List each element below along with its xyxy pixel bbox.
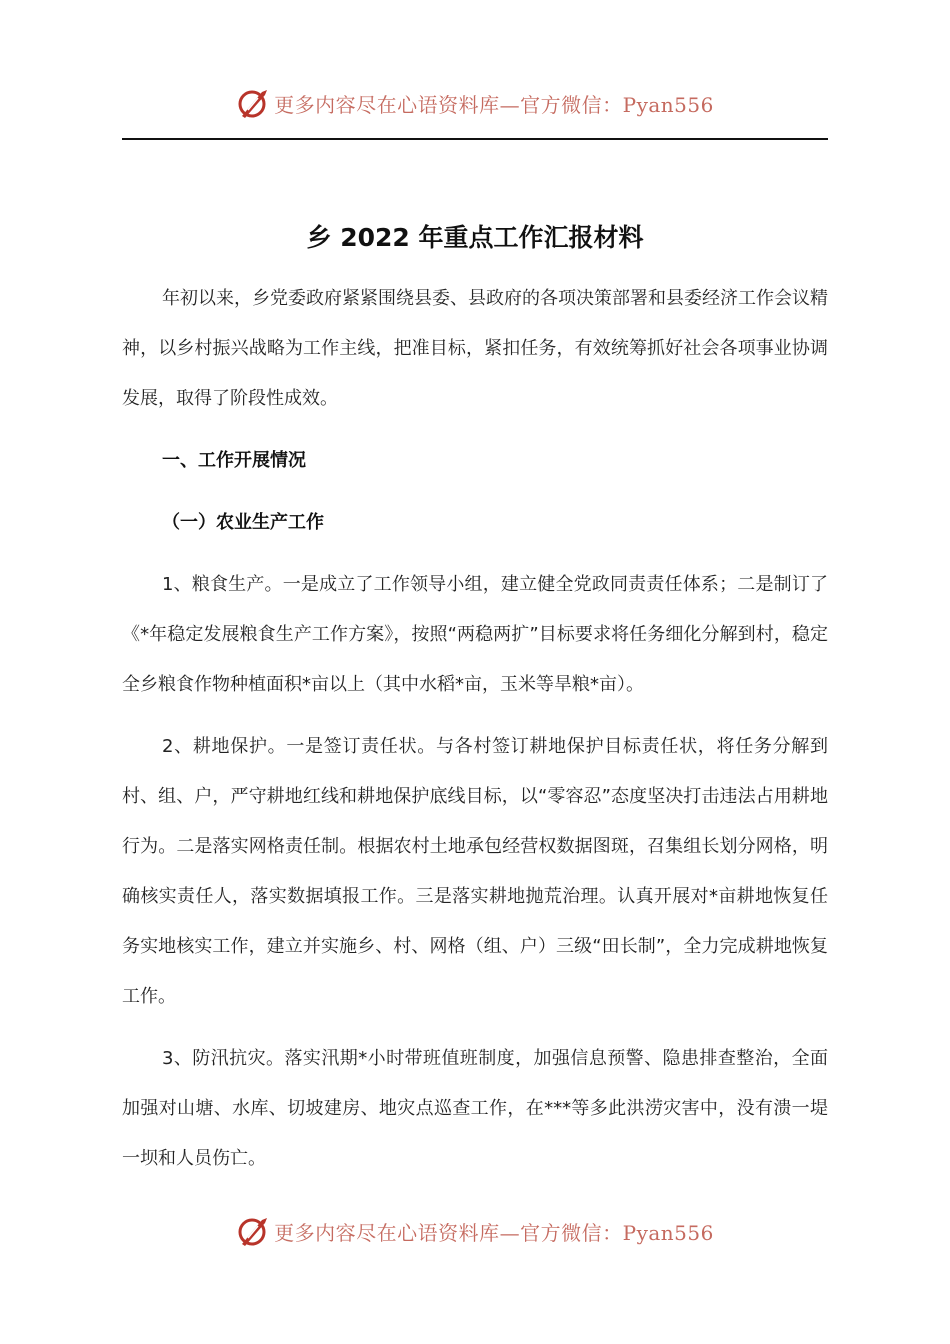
header-banner [0, 83, 950, 123]
pen-logo-icon [236, 1214, 270, 1248]
intro-paragraph: 年初以来，乡党委政府紧紧围绕县委、县政府的各项决策部署和县委经济工作会议精神，以乡村振兴战略为工作主线，把准目标，紧扣任务，有效统筹抓好社会各项事业协调发展，取得了阶段性成效。 [122, 288, 828, 409]
document-body [122, 274, 828, 1196]
subsection-heading: （一）农业生产工作 [162, 512, 324, 533]
header-banner-text: 更多内容尽在心语资料库—官方微信：Pyan556 [274, 92, 714, 117]
item-flood-control: 3、防汛抗灾。落实汛期*小时带班值班制度，加强信息预警、隐患排查整治，全面加强对山塘、水库、切坡建房、地灾点巡查工作，在***等多此洪涝灾害中，没有溃一堤一坝和人员伤亡。 [122, 1048, 828, 1169]
section-heading: 一、工作开展情况 [162, 450, 306, 471]
item-farmland-protection: 2、耕地保护。一是签订责任状。与各村签订耕地保护目标责任状，将任务分解到村、组、户，严守耕地红线和耕地保护底线目标，以“零容忍”态度坚决打击违法占用耕地行为。二是落实网格责任制。根据农村土地承包经营权数据图斑，召集组长划分网格，明确核实责任人，落实数据填报工作。三是落实耕地抛荒治理。认真开展对*亩耕地恢复任务实地核实工作，建立并实施乡、村、网格（组、户）三级“田长制”，全力完成耕地恢复工作。 [122, 736, 828, 1007]
item-grain-production: 1、粮食生产。一是成立了工作领导小组，建立健全党政同责责任体系；二是制订了《*年稳定发展粮食生产工作方案》，按照“两稳两扩”目标要求将任务细化分解到村，稳定全乡粮食作物种植面积*亩以上（其中水稻*亩，玉米等旱粮*亩）。 [122, 574, 828, 695]
footer-banner [0, 1211, 950, 1251]
footer-banner-text: 更多内容尽在心语资料库—官方微信：Pyan556 [274, 1220, 714, 1245]
document-title: 乡 2022 年重点工作汇报材料 [306, 223, 644, 252]
pen-logo-icon [236, 86, 270, 120]
header-divider [122, 138, 828, 140]
